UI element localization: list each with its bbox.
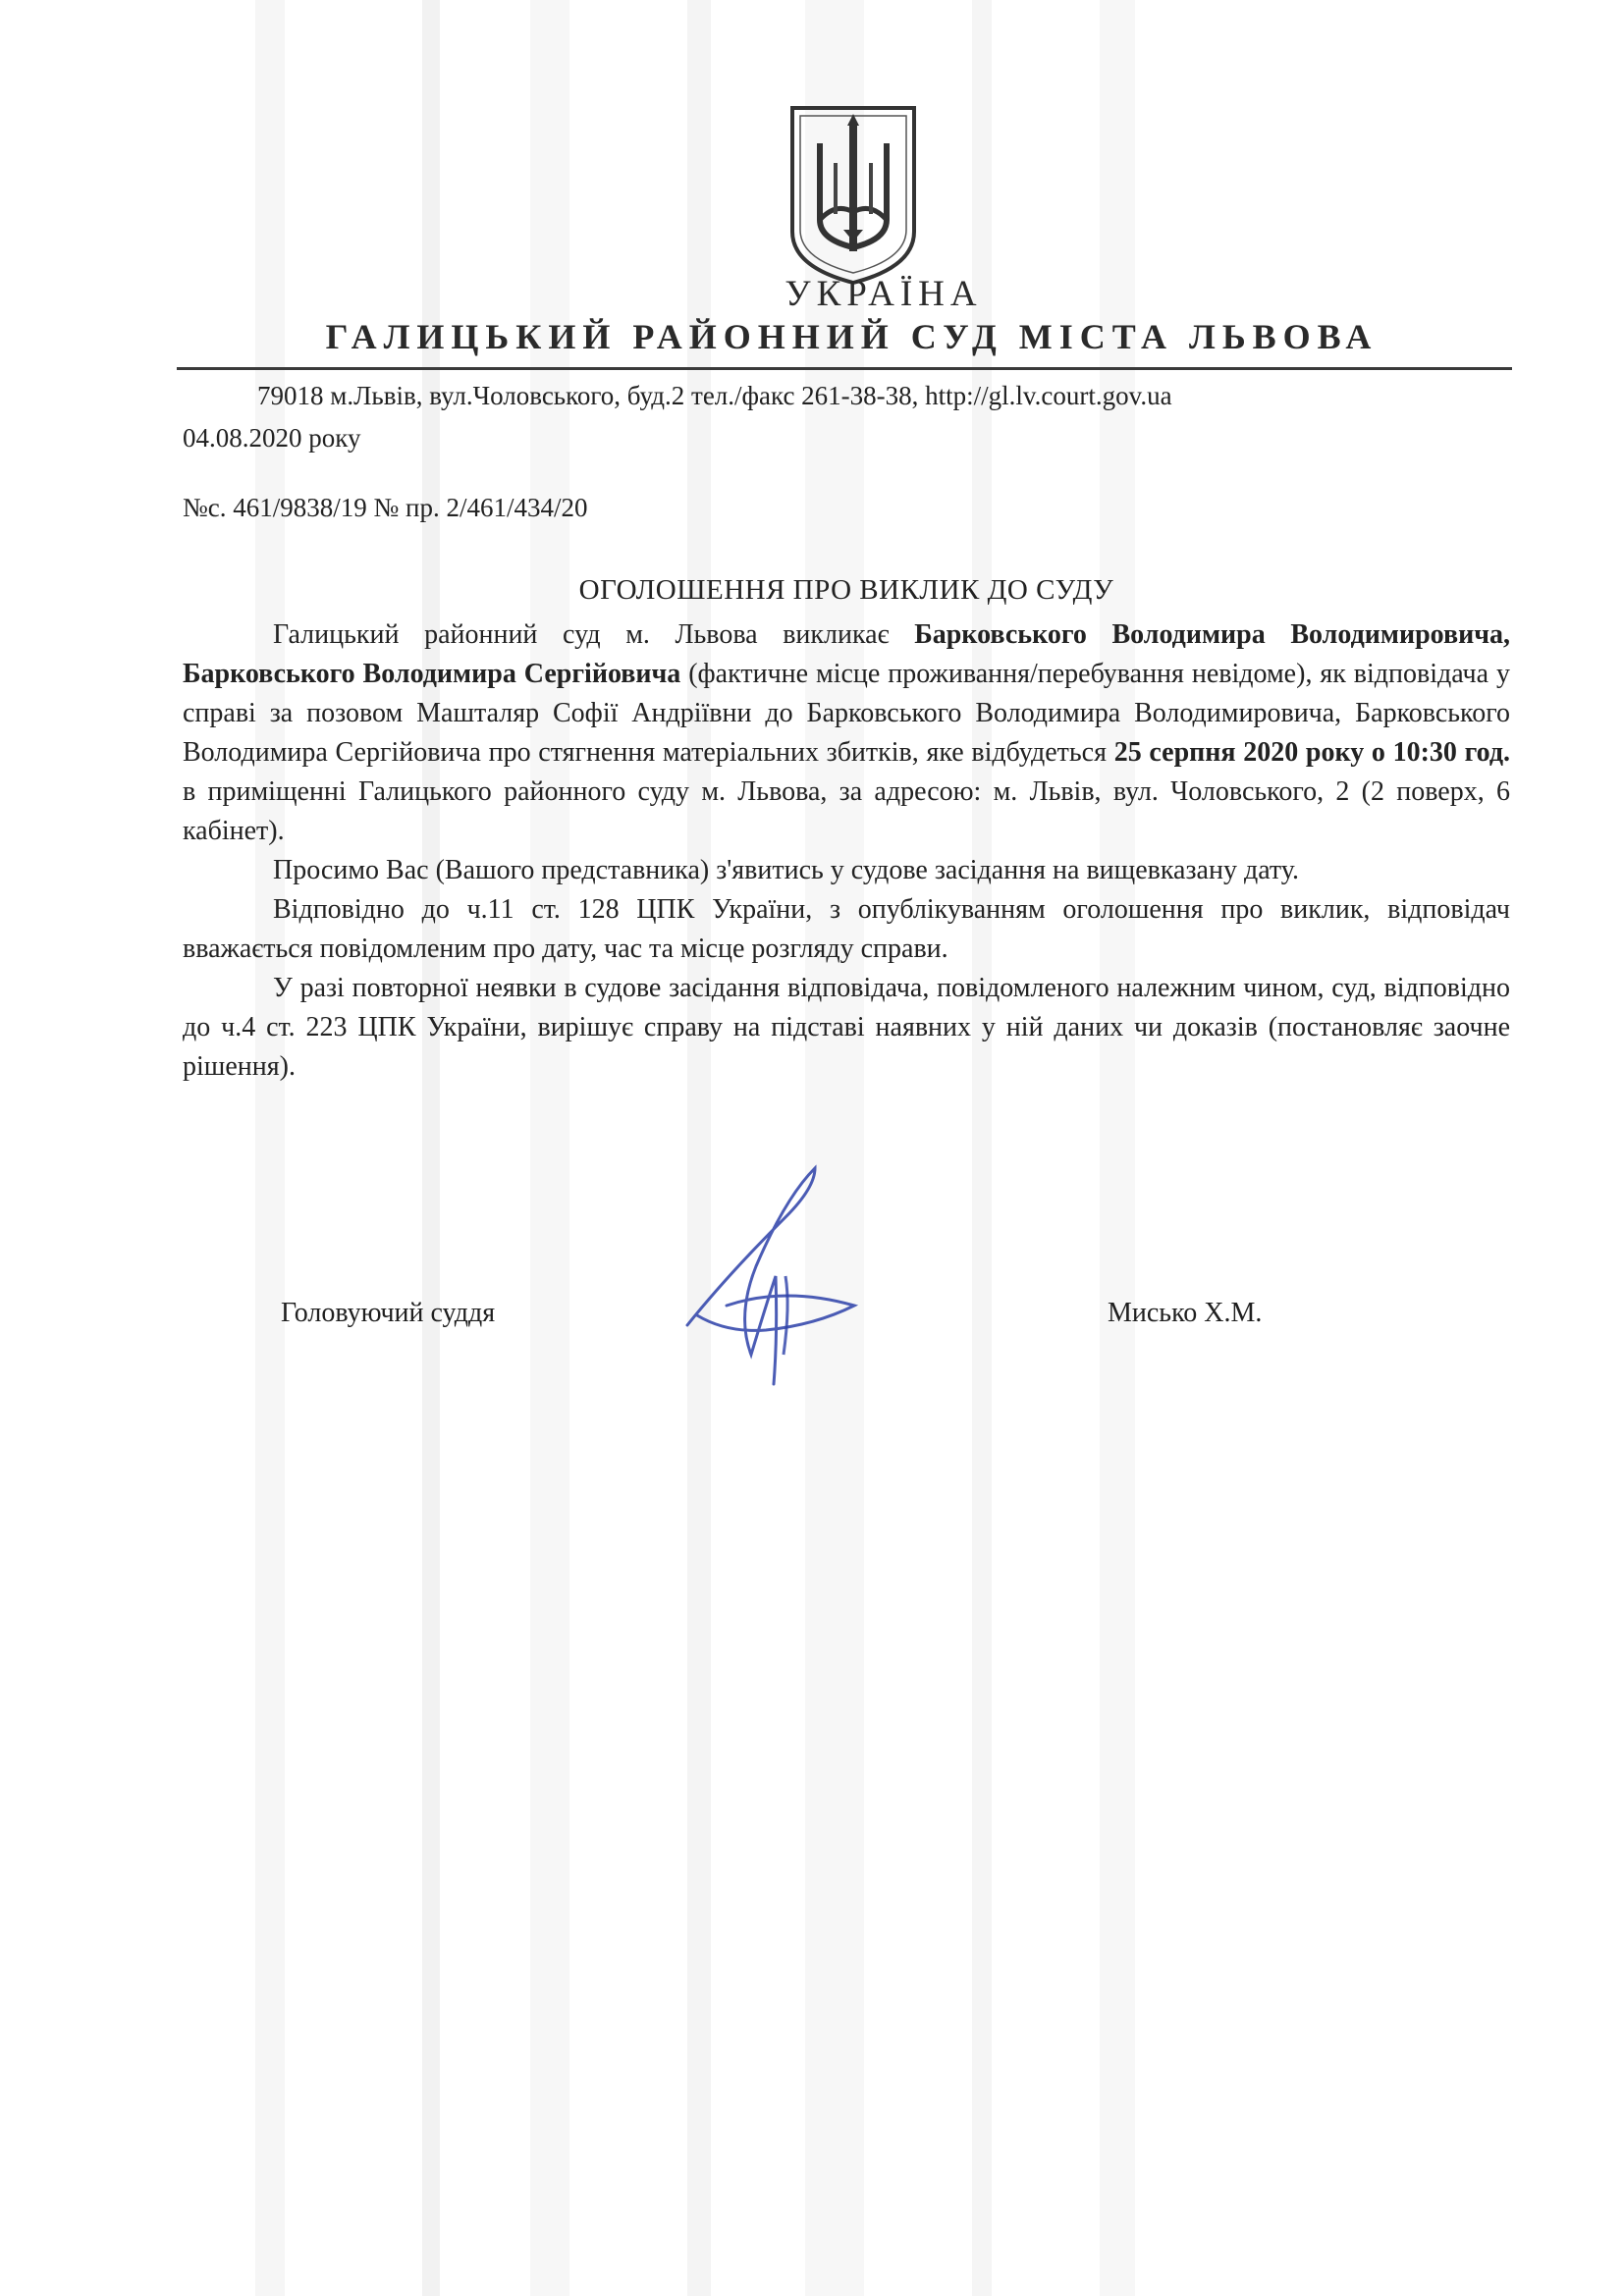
case-numbers: №с. 461/9838/19 № пр. 2/461/434/20 <box>183 493 588 522</box>
judge-name: Мисько Х.М. <box>1108 1298 1263 1328</box>
signature-block <box>183 1298 1510 1357</box>
court-address: 79018 м.Львів, вул.Чоловського, буд.2 тел./факс 261-38-38, http://gl.lv.court.gov.ua <box>257 381 1172 410</box>
paragraph-request: Просимо Вас (Вашого представника) з'явитись у судове засідання на вищевказану дату. <box>273 855 1299 885</box>
paragraph-legal-notice: Відповідно до ч.11 ст. 128 ЦПК України, з опублікуванням оголошення про виклик, відповідач вважається повідомленим про дату, час та місце розгляду справи. <box>183 894 1510 964</box>
document-body <box>183 615 1510 1087</box>
document-date: 04.08.2020 року <box>183 423 361 453</box>
handwritten-signature-icon <box>668 1158 874 1394</box>
document-title: ОГОЛОШЕННЯ ПРО ВИКЛИК ДО СУДУ <box>578 574 1114 606</box>
header-divider <box>177 367 1512 370</box>
court-name: ГАЛИЦЬКИЙ РАЙОННИЙ СУД МІСТА ЛЬВОВА <box>325 317 1379 356</box>
hearing-datetime: 25 серпня 2020 року о 10:30 год. <box>1113 737 1510 768</box>
country-name: УКРАЇНА <box>784 274 983 314</box>
paragraph-absence-consequence: У разі повторної неявки в судове засідання відповідача, повідомленого належним чином, суд, відповідно до ч.4 ст. 223 ЦПК України, вирішує справу на підставі наявних у ній даних чи доказів (постановляє заочне рішення). <box>183 973 1510 1082</box>
paragraph-summons <box>183 615 1510 851</box>
defendant-names: Барковського Володимира Володимировича, Барковського Володимира Сергійовича <box>183 619 1510 689</box>
text-run: (фактичне місце проживання/перебування невідоме), як відповідача у справі за позовом Машталяр Софії Андріївни до Барковського Володимира Володимировича, Барковського Володимира Сергійовича про стягнення матеріальних збитків, яке відбудеться <box>183 659 1510 768</box>
text-run: в приміщенні Галицького районного суду м. Львова, за адресою: м. Львів, вул. Чоловського, 2 (2 поверх, 6 кабінет). <box>183 776 1510 846</box>
trident-coat-of-arms-icon <box>786 104 920 287</box>
text-run: Галицький районний суд м. Львова викликає <box>273 619 915 650</box>
judge-title: Головуючий суддя <box>281 1298 496 1328</box>
